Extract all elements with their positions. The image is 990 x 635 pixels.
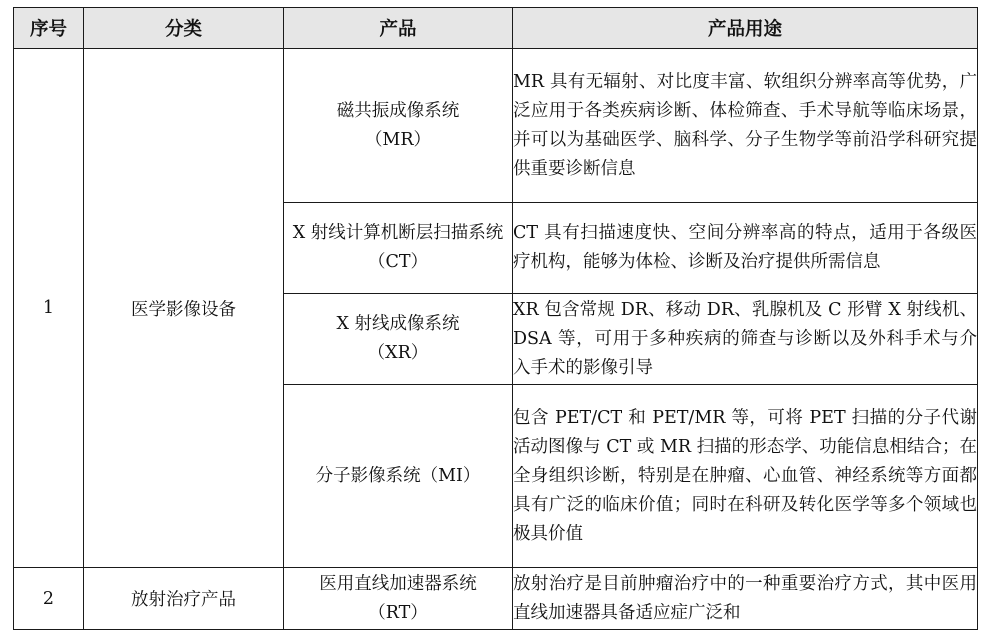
row-category: 放射治疗产品 [84,568,284,630]
product-usage [513,568,978,630]
product-name: X 射线成像系统 [336,314,460,334]
header-product: 产品 [284,8,513,49]
header-usage: 产品用途 [513,8,978,49]
product-abbr: （RT） [368,602,428,623]
product-name: 磁共振成像系统 [336,100,460,121]
product-abbr: （MR） [364,129,432,150]
usage-text: MR 具有无辐射、对比度丰富、软组织分辨率高等优势，广泛应用于各类疾病诊断、体检筛查、手术导航等临床场景，并可以为基础医学、脑科学、分子生物学等前沿学科研究提供重要诊断信息 [513,71,977,179]
row-index: 1 [14,49,84,568]
product-usage [513,203,978,294]
table-row [14,568,978,630]
product-cell [284,203,513,294]
product-table [13,7,978,630]
usage-text: CT 具有扫描速度快、空间分辨率高的特点，适用于各级医疗机构，能够为体检、诊断及治疗提供所需信息 [513,223,977,272]
table-header-row [14,8,978,49]
usage-text: 包含 PET/CT 和 PET/MR 等，可将 PET 扫描的分子代谢活动图像与 CT 或 MR 扫描的形态学、功能信息相结合；在全身组织诊断，特别是在肿瘤、心血管、神经系统等方面都具有广泛的临床价值；同时在科研及转化医学等多个领域也极具价值 [513,407,977,544]
product-usage [513,49,978,203]
header-index: 序号 [14,8,84,49]
product-name: 医用直线加速器系统 [319,573,477,594]
row-index: 2 [14,568,84,630]
product-cell [284,49,513,203]
product-name: 分子影像系统（MI） [315,465,481,486]
product-cell [284,568,513,630]
product-usage [513,385,978,568]
product-abbr: （XR） [367,343,429,363]
table-row [14,49,978,203]
product-cell [284,294,513,385]
product-usage [513,294,978,385]
product-name: X 射线计算机断层扫描系统（CT） [292,223,504,272]
header-category: 分类 [84,8,284,49]
usage-text: XR 包含常规 DR、移动 DR、乳腺机及 C 形臂 X 射线机、DSA 等，可用于多种疾病的筛查与诊断以及外科手术与介入手术的影像引导 [513,299,977,378]
usage-text: 放射治疗是目前肿瘤治疗中的一种重要治疗方式，其中医用直线加速器具备适应症广泛和 [513,573,977,623]
row-category: 医学影像设备 [84,49,284,568]
product-cell [284,385,513,568]
